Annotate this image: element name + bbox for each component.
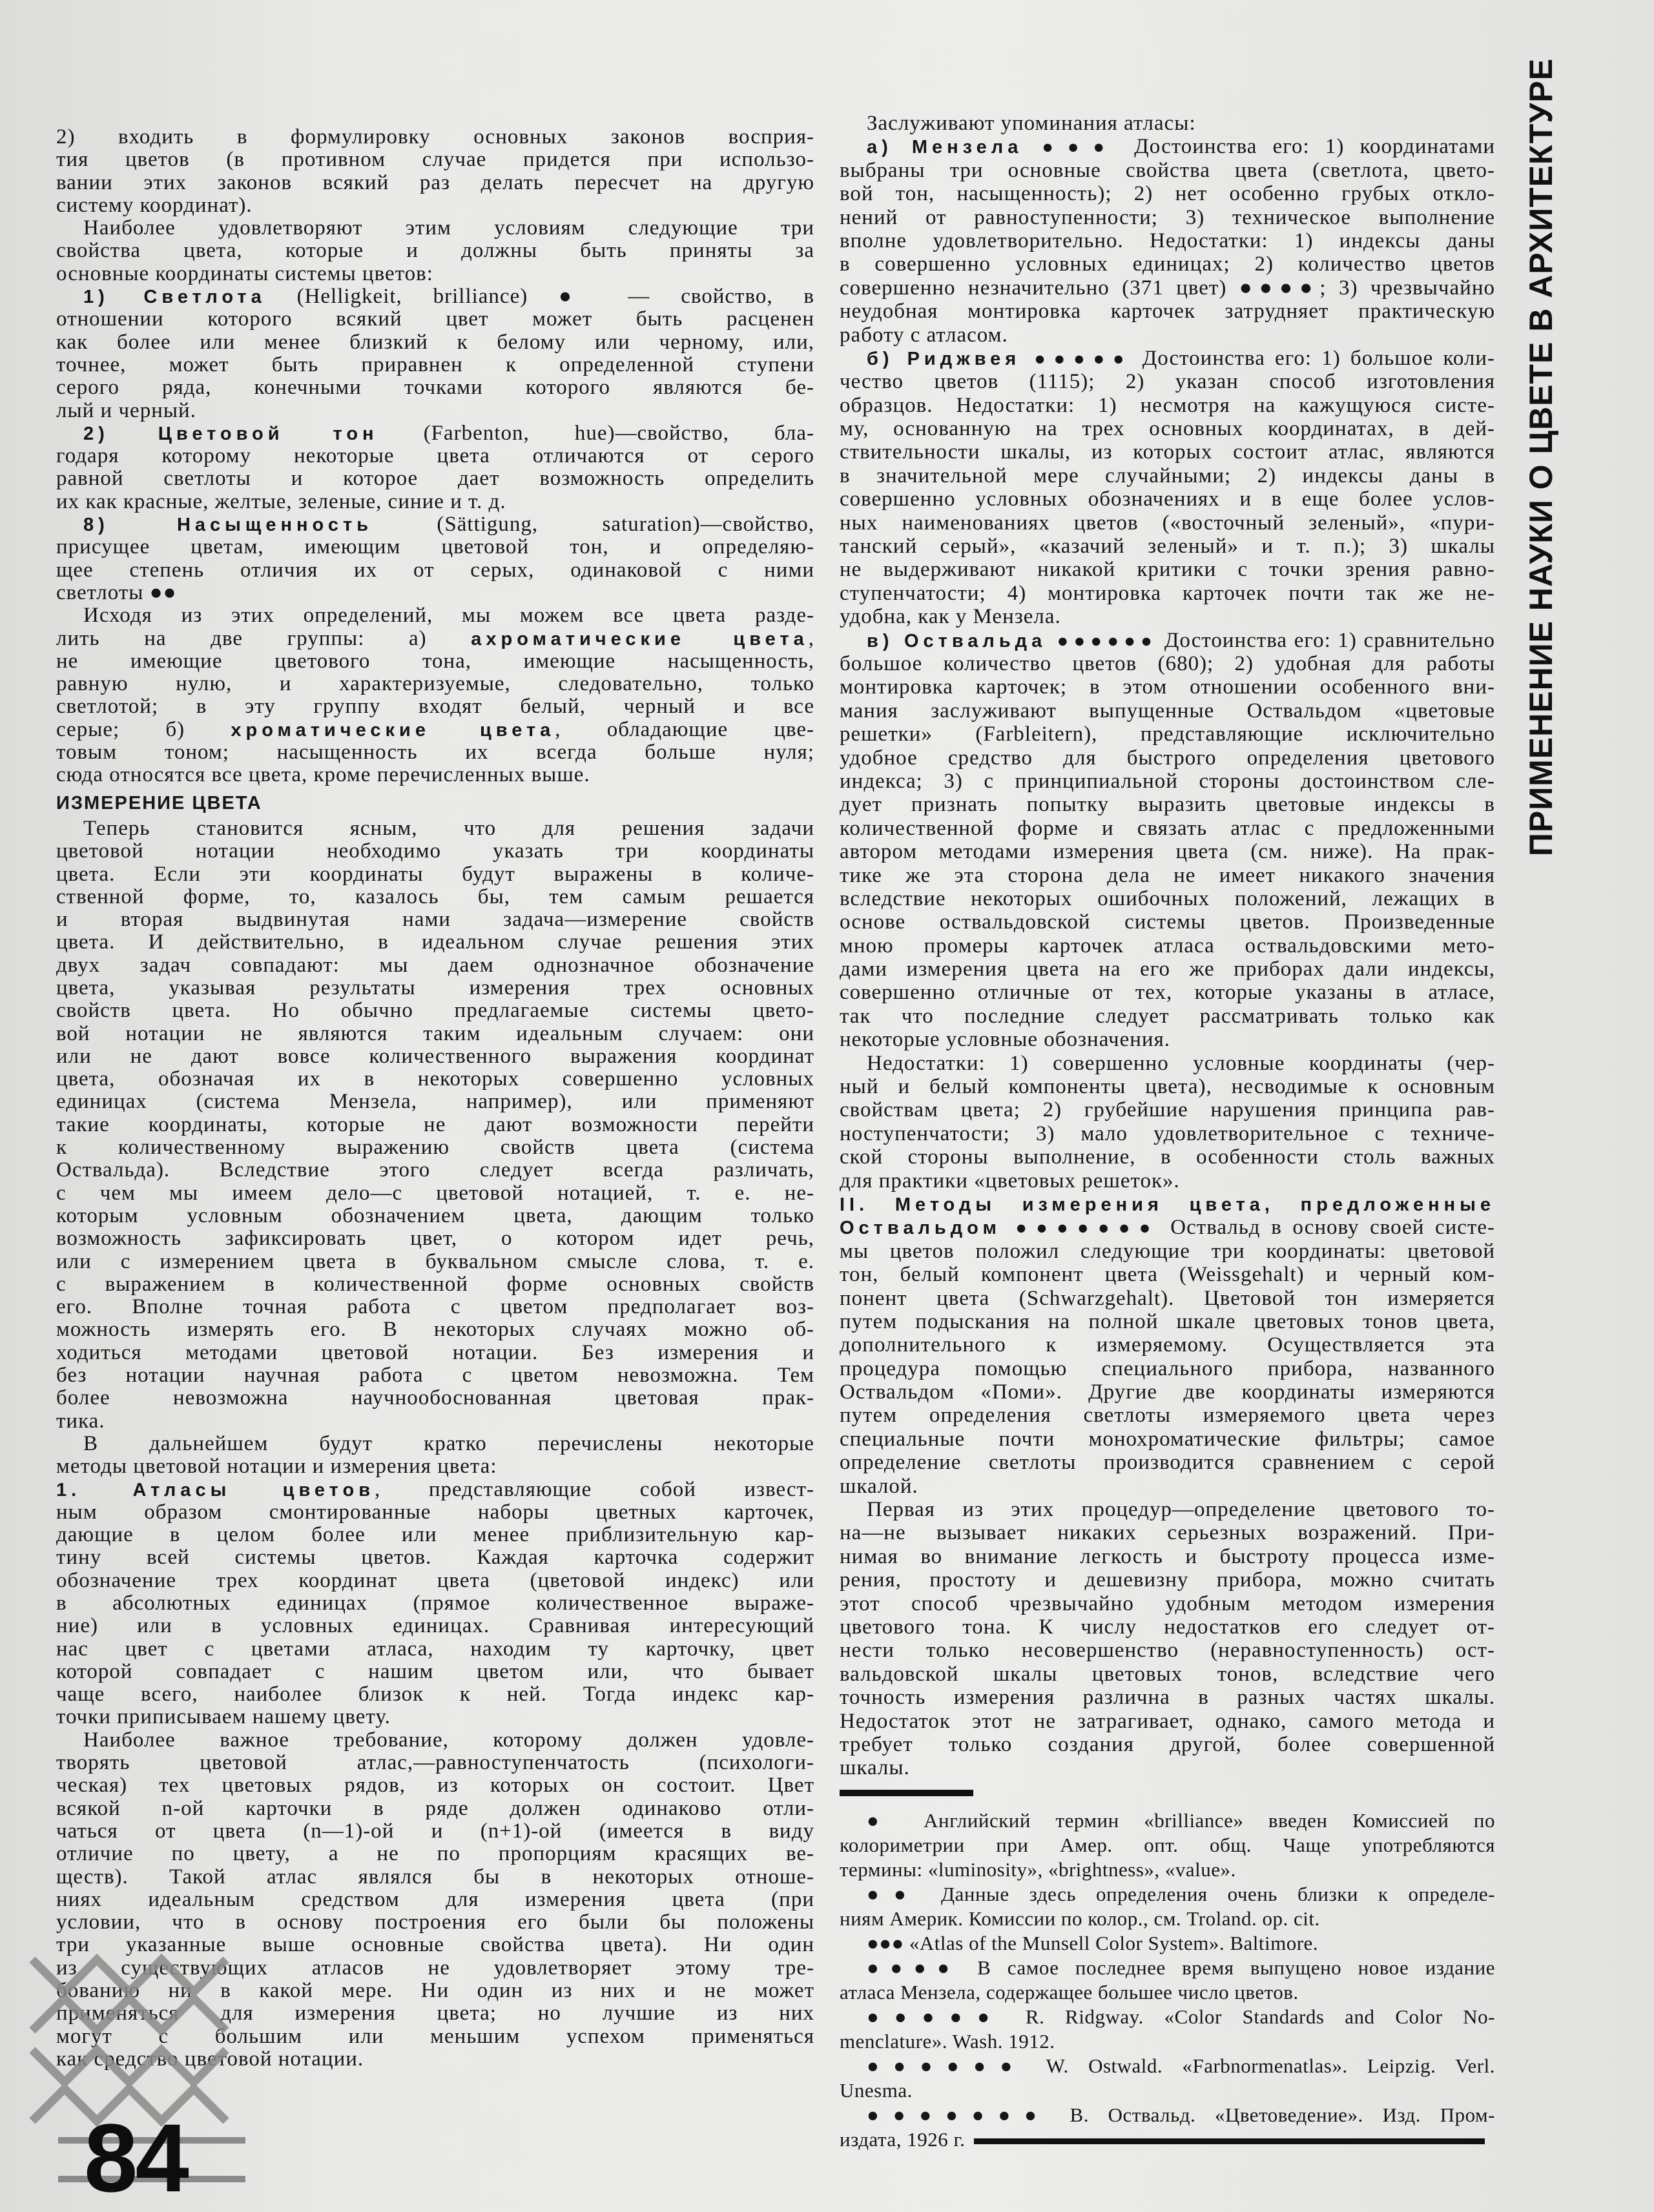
text-run: серые; б): [56, 717, 231, 741]
paragraph: [56, 285, 814, 422]
text-line: требует только создания другой, более совершенной: [840, 1732, 1495, 1756]
text-line: Наиболее удовлетворяют этим условиям следующие три: [83, 216, 814, 240]
text-line: ступенчатости; 4) монтировка карточек почти так же не-: [840, 581, 1495, 605]
text-line: мы цветов положил следующие три координаты: цветовой: [840, 1239, 1495, 1263]
text-line: вании этих законов всякий раз делать пересчет на другую: [56, 170, 814, 194]
text-line: на—не вызывает никаких серьезных возражений. При-: [840, 1521, 1495, 1545]
text-line: равной светлоты и которое дает возможность определить: [56, 467, 814, 491]
paragraph: [840, 629, 1495, 1052]
text-line: его. Вполне точная работа с цветом предполагает воз-: [56, 1295, 814, 1319]
text-line: отличие по цвету, а не по пропорциям красящих ве-: [56, 1842, 814, 1866]
text-line: как средство цветовой нотации.: [56, 2047, 364, 2071]
text-line: тия цветов (в противном случае придется при использо-: [56, 148, 814, 172]
text-line: вполне удовлетворительно. Недостатки: 1) индексы даны: [840, 229, 1495, 252]
text-line: ствительности шкалы, из которых состоит атлас, являются: [840, 440, 1495, 464]
paragraph: [56, 1479, 814, 1729]
text-line: [56, 285, 814, 308]
text-run: Достоинства его: 1) координатами: [1118, 135, 1495, 159]
section-title-vertical: ПРИМЕНЕНИЕ НАУКИ О ЦВЕТЕ В АРХИТЕКТУРЕ: [1523, 57, 1559, 857]
text-line: в совершенно условных единицах; 2) количество цветов: [840, 252, 1495, 276]
emphasized-term: Оствальдом ●●●●●●●: [840, 1218, 1160, 1239]
text-line: лый и черный.: [56, 398, 196, 422]
text-line: методы цветовой нотации и измерения цвета:: [56, 1455, 497, 1479]
text-line: [840, 1216, 1495, 1239]
text-line: ●●●●●● W. Ostwald. «Farbnormenatlas». Leipzig. Verl.: [867, 2054, 1495, 2077]
text-run: (Farbenton, hue)—свойство, бла-: [378, 421, 814, 445]
text-line: условии, что в основу построения его были бы положены: [56, 1910, 814, 1934]
emphasized-term: 2) Цветовой тон: [83, 423, 378, 444]
text-line: ниях идеальным средством для измерения цвета (при: [56, 1887, 814, 1911]
text-line: к количественному выражению свойств цвета (система: [56, 1136, 814, 1160]
text-line: ным образом смонтированные наборы цветных карточек,: [56, 1500, 814, 1524]
text-line: Исходя из этих определений, мы можем все цвета разде-: [83, 604, 814, 628]
text-line: шкалой.: [840, 1474, 918, 1498]
text-line: точность измерения различна в разных частях шкалы.: [840, 1686, 1495, 1710]
text-line: или не дают вовсе количественного выражения координат: [56, 1044, 814, 1068]
text-line: в абсолютных единицах (прямое количественное выраже-: [56, 1592, 814, 1615]
emphasized-term: хроматические цвета: [231, 719, 555, 741]
text-line: количественной форме и связать атлас с предложенными: [840, 816, 1495, 840]
paragraph: [840, 135, 1495, 347]
text-line: основные координаты системы цветов:: [56, 261, 433, 285]
text-line: ниям Америк. Комиссии по колор., см. Troland. op. cit.: [840, 1907, 1320, 1930]
emphasized-term: а) Мензела ●●●: [867, 137, 1119, 158]
text-line: единицах (система Мензела, например), или применяют: [56, 1090, 814, 1114]
text-line: такие координаты, которые не дают возможности перейти: [56, 1112, 814, 1136]
footnote: [840, 1882, 1495, 1931]
text-run: , обладающие цве-: [555, 717, 815, 741]
text-line: вой нотации не являются таким идеальным случаем: они: [56, 1021, 814, 1045]
text-line: чаще всего, наиболее близок к ней. Тогда индекс кар-: [56, 1683, 814, 1706]
text-line: неудобная монтировка карточек затрудняет практическую: [840, 300, 1495, 323]
text-line: творять цветовой атлас,—равноступенчатость (психологи-: [56, 1751, 814, 1775]
text-line: танский серый», «казачий зеленый» и т. п.); 3) шкалы: [840, 535, 1495, 558]
text-line: ходиться методами цветовой нотации. Без измерения и: [56, 1340, 814, 1364]
text-line: процедура помощью специального прибора, названного: [840, 1357, 1495, 1380]
text-line: цветового тона. К числу недостатков его следует от-: [840, 1615, 1495, 1639]
text-line: обозначение трех координат цвета (цветовой индекс) или: [56, 1568, 814, 1592]
text-line: издата, 1926 г.: [840, 2127, 1495, 2152]
text-line: В дальнейшем будут кратко перечислены некоторые: [83, 1431, 814, 1455]
paragraph: [56, 513, 814, 604]
footnote: [840, 1931, 1495, 1956]
text-line: Наиболее важное требование, которому должен удовле-: [83, 1728, 814, 1752]
text-line: ●●●●● R. Ridgway. «Color Standards and Color No-: [867, 2005, 1495, 2028]
text-line: цвета, обозначая их в некоторых совершенно условных: [56, 1067, 814, 1091]
text-line: с выражением в количественной форме основных свойств: [56, 1272, 814, 1296]
text-line: ние) или в условных единицах. Сравнивая интересующий: [56, 1614, 814, 1638]
text-line: дами измерения цвета на его же приборах дали индексы,: [840, 958, 1495, 981]
emphasized-term: в) Оствальда ●●●●●●: [867, 630, 1158, 651]
text-run: (Sättigung, saturation)—свойство,: [373, 513, 815, 537]
text-line: тике же эта сторона дела не имеет никакого значения: [840, 863, 1495, 887]
text-run: (Helligkeit, brilliance) ● — свойство, в: [265, 285, 814, 309]
text-run: Достоинства его: 1) сравнительно: [1157, 628, 1496, 652]
footnote: [840, 2054, 1495, 2103]
text-line: чество цветов (1115); 2) указан способ изготовления: [840, 370, 1495, 394]
text-line: определение светлоты производится сравнением с серой: [840, 1451, 1495, 1475]
emphasized-term: ахроматические цвета: [471, 628, 809, 650]
text-line: могут с большим или меньшим успехом применяться: [56, 2024, 814, 2048]
text-line: цвета. Если эти координаты будут выражены в количе-: [56, 862, 814, 886]
text-line: которым условным обозначением цвета, дающим только: [56, 1203, 814, 1227]
text-line: ●●●● В самое последнее время выпущено новое издание: [867, 1956, 1495, 1979]
text-line: Первая из этих процедур—определение цветового то-: [867, 1498, 1495, 1522]
text-line: систему координат).: [56, 193, 253, 217]
text-line: ществ). Такой атлас являлся бы в некоторых отноше-: [56, 1865, 814, 1889]
text-line: нимая во внимание легкость и быстроту процесса изме-: [840, 1544, 1495, 1568]
text-line: бованию ни в какой мере. Ни один из них и не может: [56, 1979, 814, 2003]
text-line: атласа Мензела, содержащее большее число цветов.: [840, 1981, 1299, 2003]
emphasized-term: 1) Светлота: [83, 287, 266, 308]
text-line: без нотации научная работа с цветом невозможна. Тем: [56, 1364, 814, 1388]
footnote: [840, 2005, 1495, 2054]
text-line: [840, 135, 1495, 158]
text-line: всякой n-ой карточки в ряде должен одинаково отли-: [56, 1796, 814, 1820]
paragraph: [56, 126, 814, 217]
footnote: [840, 1956, 1495, 2005]
paragraph: [840, 347, 1495, 629]
text-line: для практики «цветовых решеток».: [840, 1169, 1180, 1193]
text-line: путем подыскания на полной шкале цветовых тонов цвета,: [840, 1309, 1495, 1333]
text-line: некоторые условные обозначения.: [840, 1028, 1171, 1052]
text-line: [840, 1193, 1495, 1216]
emphasized-term: б) Риджвея ●●●●●: [867, 348, 1133, 369]
text-line: точки приписываем нашему цвету.: [56, 1705, 391, 1729]
text-line: ноступенчатости; 3) мало удовлетворительное с техниче-: [840, 1121, 1495, 1145]
footnote: [840, 1808, 1495, 1882]
text-line: Оствальда). Вследствие этого следует всегда различать,: [56, 1158, 814, 1182]
text-line: более невозможна научнообоснованная цветовая прак-: [56, 1386, 814, 1410]
emphasized-term: II. Методы измерения цвета, предложенные: [840, 1194, 1495, 1215]
text-run: Достоинства его: 1) большое коли-: [1132, 346, 1495, 370]
text-run: , представляющие собой извест-: [375, 1477, 814, 1501]
text-line: точнее, может быть приравнен к определенной ступени: [56, 353, 814, 376]
text-line: ●●●●●●● В. Оствальд. «Цветоведение». Изд. Пром-: [867, 2104, 1495, 2126]
text-line: дающие в целом более или менее приблизительную кар-: [56, 1523, 814, 1547]
paragraph: [56, 817, 814, 1433]
footnote-divider: [840, 1790, 973, 1796]
text-line: колориметрии при Амер. опт. общ. Чаще употребляются: [840, 1834, 1495, 1856]
text-line: путем определения светлоты измеряемого цвета через: [840, 1404, 1495, 1428]
text-line: нести только несовершенство (неравноступенность) ост-: [840, 1639, 1495, 1663]
text-line: основе оствальдовской системы цветов. Произведенные: [840, 910, 1495, 934]
text-run: лить на две группы: а): [56, 626, 471, 650]
right-column: [840, 112, 1495, 1780]
text-line: menclature». Wash. 1912.: [840, 2030, 1055, 2053]
text-line: большое количество цветов (680); 2) удобная для работы: [840, 651, 1495, 675]
text-line: ных наименованиях цветов («восточный зеленый», «пури-: [840, 511, 1495, 535]
paragraph: [840, 1052, 1495, 1193]
text-line: вследствие некоторых ошибочных положений, лежащих в: [840, 886, 1495, 910]
text-line: совершенно условных обозначениях и в еще более услов-: [840, 487, 1495, 511]
text-line: с чем мы имеем дело—с цветовой нотацией, т. е. не-: [56, 1181, 814, 1205]
text-line: нений от равноступенности; 3) техническое выполнение: [840, 205, 1495, 229]
section-heading: ИЗМЕРЕНИЕ ЦВЕТА: [56, 792, 262, 814]
page-number: 84: [84, 2104, 187, 2212]
text-line: Недостаток этот не затрагивает, однако, самого метода и: [840, 1709, 1495, 1733]
text-line: ●● Данные здесь определения очень близки к определе-: [867, 1883, 1495, 1905]
emphasized-term: 8) Насыщенность: [83, 515, 373, 536]
paragraph: [56, 604, 814, 786]
paragraph: [840, 1193, 1495, 1498]
text-line: термины: «luminosity», «brightness», «value».: [840, 1858, 1236, 1881]
text-line: му, основанную на трех основных координатах, в дей-: [840, 417, 1495, 441]
paragraph: [840, 112, 1495, 135]
text-line: свойства цвета, которые и должны быть приняты за: [56, 239, 814, 263]
text-line: специальные почти монохроматические фильтры; самое: [840, 1427, 1495, 1451]
text-line: свойств цвета. Но обычно предлагаемые системы цвето-: [56, 999, 814, 1023]
text-line: образцов. Недостатки: 1) несмотря на кажущуюся систе-: [840, 393, 1495, 417]
text-line: выбраны три основные свойства цвета (светлота, цвето-: [840, 158, 1495, 182]
text-line: как более или менее близкий к белому или черному, или,: [56, 330, 814, 354]
text-line: чаться от цвета (n—1)-ой и (n+1)-ой (имеется в виду: [56, 1819, 814, 1843]
text-line: удобное средство для быстрого определения цветового: [840, 746, 1495, 770]
text-line: в значительной мере случайными; 2) индексы даны в: [840, 464, 1495, 487]
text-line: цвета, указывая результаты измерения трех основных: [56, 976, 814, 999]
text-line: мания заслуживают выпущенные Оствальдом «цветовые: [840, 699, 1495, 722]
text-line: возможность зафиксировать цвет, о котором идет речь,: [56, 1227, 814, 1251]
text-line: совершенно незначительно (371 цвет) ●●●●; 3) чрезвычайно: [840, 276, 1495, 300]
text-line: решетки» (Farbleitern), представляющие исключительно: [840, 722, 1495, 746]
left-column: [56, 126, 814, 2071]
text-line: серого ряда, конечными точками которого являются бе-: [56, 376, 814, 400]
text-line: отношении которого всякий цвет может быть расценен: [56, 307, 814, 331]
text-line: шкалы.: [840, 1756, 910, 1780]
text-line: так что последние следует рассматривать только как: [840, 1004, 1495, 1028]
text-line: тину всей системы цветов. Каждая карточка содержит: [56, 1546, 814, 1570]
text-line: [56, 719, 814, 741]
text-line: дополнительного к измеряемому. Осуществляется эта: [840, 1333, 1495, 1357]
text-line: Теперь становится ясным, что для решения задачи: [83, 816, 814, 840]
text-line: три указанные выше основные свойства цвета). Ни один: [56, 1933, 814, 1957]
text-line: работу с атласом.: [840, 323, 1008, 347]
text-line: тика.: [56, 1409, 105, 1433]
text-line: ● Английский термин «brilliance» введен Комиссией по: [867, 1809, 1495, 1832]
closing-rule: [974, 2138, 1485, 2144]
text-line: сюда относятся все цвета, кроме перечисленных выше.: [56, 763, 590, 787]
text-line: понент цвета (Schwarzgehalt). Цветовой тон измеряется: [840, 1286, 1495, 1310]
text-line: вой тон, насыщенность); 2) нет особенно грубых откло-: [840, 182, 1495, 206]
text-line: автором методами измерения цвета (см. ниже). На прак-: [840, 840, 1495, 864]
text-line: совершенно отличные от тех, которые указаны в атласе,: [840, 981, 1495, 1005]
text-line: монтировка карточек; в этом отношении особенного вни-: [840, 675, 1495, 699]
emphasized-term: 1. Атласы цветов: [56, 1479, 375, 1500]
text-line: нас цвет с цветами атласа, находим ту карточку, цвет: [56, 1637, 814, 1661]
text-line: ственной форме, то, казалось бы, тем самым решается: [56, 885, 814, 908]
text-line: рения, простоту и дешевизну прибора, можно считать: [840, 1568, 1495, 1592]
text-run: ,: [808, 626, 814, 650]
text-line: дует признать попытку выразить цветовые индексы в: [840, 793, 1495, 817]
text-line: [56, 422, 814, 445]
text-line: [840, 629, 1495, 652]
footnote: [840, 2103, 1495, 2152]
text-line: щее степень отличия их от серых, одинаковой с ними: [56, 558, 814, 582]
text-line: [56, 513, 814, 536]
text-line: [840, 347, 1495, 370]
text-line: тон, белый компонент цвета (Weissgehalt) и черный ком-: [840, 1263, 1495, 1287]
paragraph: [56, 217, 814, 285]
text-line: ской стороны выполнение, в особенности столь важных: [840, 1145, 1495, 1169]
text-line: вальдовской шкалы цветовых тонов, вследствие чего: [840, 1662, 1495, 1686]
text-line: Оствальдом «Поми». Другие две координаты измеряются: [840, 1380, 1495, 1404]
text-line: ●●● «Atlas of the Munsell Color System». Baltimore.: [867, 1932, 1319, 1954]
text-line: мною промеры карточек атласа оствальдовскими мето-: [840, 934, 1495, 958]
text-line: применяться для измерения цвета; но лучшие из них: [56, 2002, 814, 2025]
text-line: не имеющие цветового тона, имеющие насыщенность,: [56, 649, 814, 673]
text-line: которой совпадает с нашим цветом или, что бывает: [56, 1659, 814, 1683]
paragraph: [56, 1433, 814, 1479]
footnotes: [840, 1808, 1495, 2152]
text-line: и вторая выдвинутая нами задача—измерение свойств: [56, 908, 814, 932]
text-line: ный и белый компоненты цвета), несводимые к основным: [840, 1075, 1495, 1099]
text-line: цвета. И действительно, в идеальном случае решения этих: [56, 930, 814, 954]
text-line: их как красные, желтые, зеленые, синие и т. д.: [56, 489, 506, 513]
text-line: ческая) тех цветовых рядов, из которых он состоит. Цвет: [56, 1774, 814, 1797]
text-line: двух задач совпадают: мы даем однозначное обозначение: [56, 953, 814, 977]
text-line: из существующих атласов не удовлетворяет этому тре-: [56, 1956, 814, 1980]
text-line: Недостатки: 1) совершенно условные координаты (чер-: [867, 1051, 1495, 1075]
text-line: индекса; 3) с принципиальной стороны достоинством сле-: [840, 769, 1495, 793]
paragraph: [840, 1498, 1495, 1780]
text-line: годаря которому некоторые цвета отличаются от серого: [56, 444, 814, 468]
text-line: [56, 628, 814, 650]
text-line: товым тоном; насыщенность их всегда больше нуля;: [56, 741, 814, 764]
text-line: этот способ чрезвычайно удобным методом измерения: [840, 1592, 1495, 1615]
text-line: или с измерением цвета в буквальном смысле слова, т. е.: [56, 1249, 814, 1273]
text-line: свойствам цвета; 2) грубейшие нарушения принципа рав-: [840, 1098, 1495, 1122]
text-line: Заслуживают упоминания атласы:: [867, 112, 1196, 135]
text-line: удобна, как у Мензела.: [840, 605, 1061, 629]
text-line: цветовой нотации необходимо указать три координаты: [56, 839, 814, 863]
text-line: можность измерять его. В некоторых случаях можно об-: [56, 1318, 814, 1342]
text-run: Оствальд в основу своей систе-: [1159, 1216, 1496, 1240]
text-line: равную нулю, и характеризуемые, следовательно, только: [56, 672, 814, 696]
text-line: присущее цветам, имеющим цветовой тон, и определяю-: [56, 535, 814, 559]
text-line: светлоты ●●: [56, 580, 177, 604]
text-line: 2) входить в формулировку основных законов восприя-: [56, 125, 814, 148]
text-line: [56, 1479, 814, 1501]
paragraph: [56, 422, 814, 513]
text-line: не выдерживают никакой критики с точки зрения равно-: [840, 558, 1495, 582]
text-line: Unesma.: [840, 2079, 913, 2102]
text-line: светлотой; в эту группу входят белый, черный и все: [56, 695, 814, 719]
